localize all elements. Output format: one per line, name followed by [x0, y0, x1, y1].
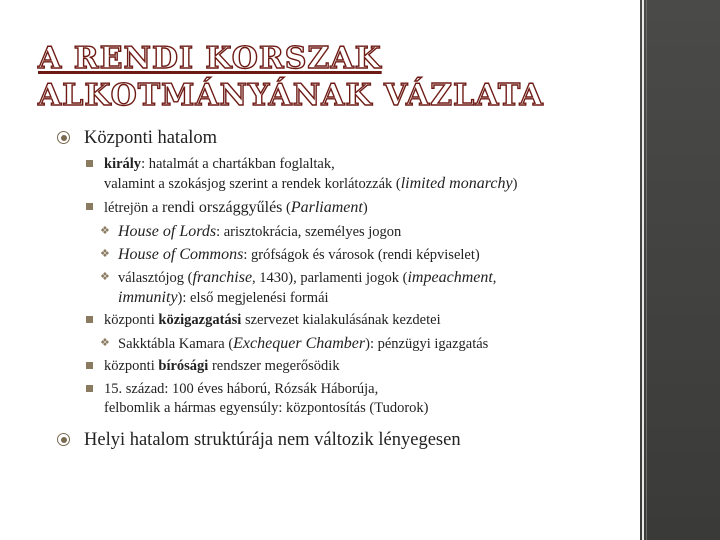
- circle-bullet-icon: [57, 433, 70, 446]
- bullet-text: struktúrája nem változik lényegesen: [189, 430, 461, 450]
- text: Tudor: [374, 400, 410, 416]
- text: felbomlik a hármas egyensúly: központosítás (: [104, 400, 375, 416]
- text-bold: közigazgatási: [158, 312, 242, 328]
- sub-sub-item-valasztojog: [100, 268, 620, 308]
- sub-sub-item-lords: [100, 222, 620, 242]
- text-italic: Parliament: [290, 199, 363, 216]
- text: : hatalmát a chartákban foglaltak,: [141, 156, 335, 172]
- text: rendszer megerősödik: [208, 358, 340, 374]
- sub-item-birosag: [84, 357, 620, 376]
- arrow-bullet-icon: ❖: [100, 248, 110, 260]
- text: ,: [492, 270, 497, 286]
- text: ): első megjelenési formái: [177, 290, 329, 306]
- square-bullet-icon: [86, 385, 93, 392]
- title-line-1: A RENDI KORSZAK: [38, 41, 382, 76]
- arrow-bullet-icon: ❖: [100, 271, 110, 283]
- text-italic: immunity: [118, 289, 178, 306]
- text: valamint a szokásjog szerint a rendek korlátozzák (: [104, 176, 401, 192]
- arrow-bullet-icon: ❖: [100, 337, 110, 349]
- bullet-helyi-hatalom: [60, 430, 620, 451]
- text: 15. század: 100 éves háború, Rózsák Háborúja,: [104, 381, 379, 397]
- square-bullet-icon: [86, 203, 93, 210]
- sub-sub-item-sakktabla: [100, 334, 620, 354]
- text: Sakktábla Kamara (: [118, 336, 234, 352]
- arrow-bullet-icon: ❖: [100, 225, 110, 237]
- text: : arisztokrácia, személyes jogon: [216, 224, 402, 240]
- sub-item-kiraly: [84, 155, 620, 194]
- text-italic: limited monarchy: [400, 175, 513, 192]
- decorative-sidebar: [640, 0, 720, 540]
- text: szervezet kialakulásának kezdetei: [241, 312, 441, 328]
- text-italic: Exchequer Chamber: [233, 335, 366, 352]
- slide-title: [38, 40, 598, 114]
- sub-item-orszaggyules: [84, 198, 620, 218]
- text-italic: franchise: [192, 269, 253, 286]
- text: központi: [104, 312, 159, 328]
- text: ok): [409, 400, 429, 416]
- square-bullet-icon: [86, 160, 93, 167]
- square-bullet-icon: [86, 316, 93, 323]
- text: ): pénzügyi igazgatás: [365, 336, 489, 352]
- sub-sub-item-commons: [100, 245, 620, 265]
- text: ): [512, 176, 518, 192]
- text: központi: [104, 358, 159, 374]
- text: ): [362, 200, 368, 216]
- text-italic: House of Lords: [118, 223, 217, 240]
- bullet-label: Helyi hatalom: [84, 430, 190, 450]
- text: , 1430), parlamenti jogok (: [252, 270, 408, 286]
- title-line-2: ALKOTMÁNYÁNAK VÁZLATA: [38, 78, 544, 113]
- slide-content: [60, 128, 620, 461]
- bullet-label: Központi hatalom: [84, 128, 218, 148]
- text-italic: impeachment: [407, 269, 493, 286]
- bullet-kozponti-hatalom: [60, 128, 620, 418]
- text-italic: House of Commons: [118, 246, 244, 263]
- sub-item-kozigazgatas: [84, 311, 620, 330]
- sub-list: [84, 155, 620, 418]
- square-bullet-icon: [86, 362, 93, 369]
- text: : grófságok és városok (rendi képviselet): [243, 247, 480, 263]
- text: választójog (: [118, 270, 193, 286]
- text: (: [282, 200, 291, 216]
- circle-bullet-icon: [57, 131, 70, 144]
- text-bold: bírósági: [158, 358, 209, 374]
- text-bold: király: [104, 156, 142, 172]
- text-bold: rendi országgyűlés: [161, 199, 283, 216]
- sub-item-15-szazad: [84, 380, 620, 418]
- text: létrejön a: [104, 200, 162, 216]
